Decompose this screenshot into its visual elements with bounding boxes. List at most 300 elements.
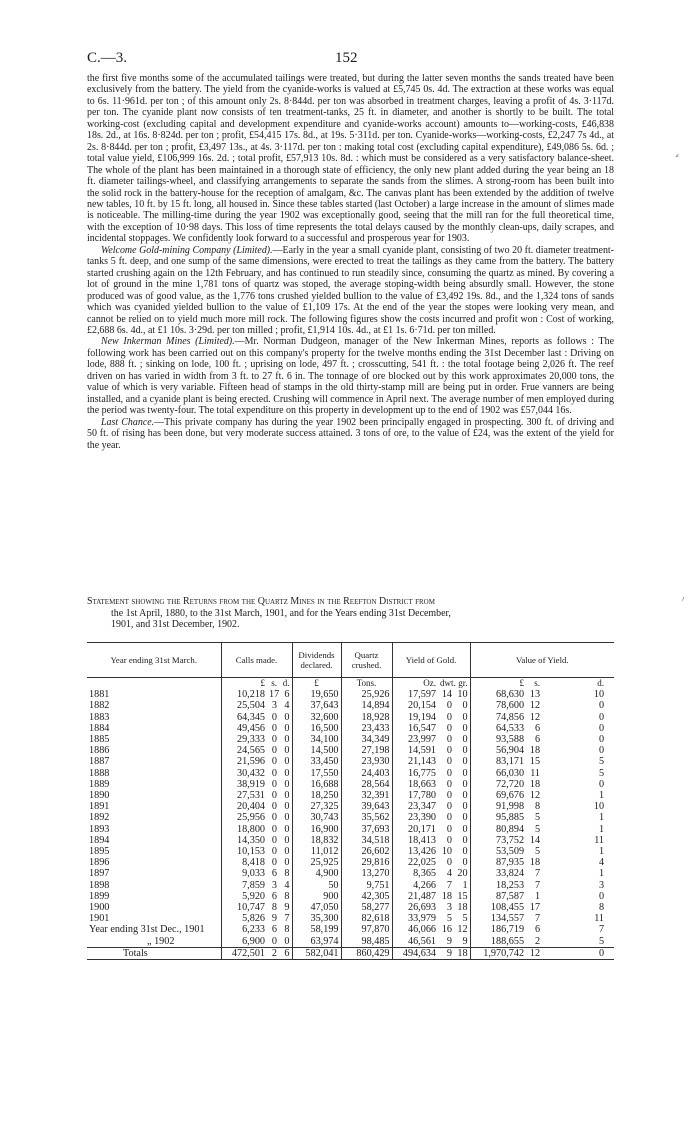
cell-dividends: 11,012 — [292, 846, 341, 857]
cell-gold-dwt: 18 — [441, 890, 452, 902]
cell-value-pounds: 66,030 — [470, 768, 526, 779]
cell-gold-gr: 18 — [454, 947, 470, 959]
cell-calls-pence: 0 — [284, 823, 290, 835]
cell-quartz: 42,305 — [341, 891, 392, 902]
cell-dividends: 37,643 — [292, 700, 341, 711]
table-row — [87, 768, 614, 779]
table-row — [87, 835, 614, 846]
cell-gold-gr: 1 — [462, 879, 468, 891]
cell-value-pence: 7 — [598, 924, 605, 936]
cell-calls-shillings: 3 — [271, 700, 277, 712]
cell-quartz: 82,618 — [341, 913, 392, 924]
cell-value-pounds: 95,885 — [470, 812, 526, 823]
cell-calls-shillings: 0 — [271, 734, 277, 746]
cell-gold-oz: 22,025 — [392, 857, 438, 868]
cell-calls-shillings: 0 — [271, 823, 277, 835]
cell-dividends: 34,100 — [292, 734, 341, 745]
cell-gold-oz: 17,597 — [392, 689, 438, 700]
cell-gold-gr: 0 — [462, 823, 468, 835]
cell-value-pence: 0 — [598, 722, 605, 734]
cell-gold-gr: 0 — [462, 834, 468, 846]
cell-gold-oz: 21,143 — [392, 756, 438, 767]
cell-calls-shillings: 0 — [271, 778, 277, 790]
caption-line-3: 1901, and 31st December, 1902. — [111, 619, 240, 631]
unit-pounds: £ — [470, 678, 526, 690]
cell-calls-shillings: 0 — [271, 745, 277, 757]
table-row — [87, 936, 614, 948]
cell-year: 1885 — [89, 734, 110, 746]
header-value: Value of Yield. — [470, 643, 614, 678]
unit-pence: d. — [282, 678, 290, 688]
cell-calls-pounds: 27,531 — [221, 790, 267, 801]
cell-gold-dwt: 0 — [446, 778, 452, 790]
cell-gold-dwt: 0 — [446, 790, 452, 802]
paragraph-2-text: —Early in the year a small cyanide plant, consisting of two 20 ft. diameter treatment-tanks 5 ft. deep, and one sump of the same dimensions, were erected to treat the tailings as they came from the battery. The battery started crushing again on the 12th February, and has continued to run steadily since, consuming the quartz as mined. By covering a lot of ground in the mine 1,781 tons of quartz was stoped, the average stoping-width being absurdly small. However, the stone produced was of good value, as the 1,776 tons crushed yielded bullion to the value of £3,492 19s. 8d., and the 1,324 tons of sands which was cyanided yielded bullion to the value of £1,109 17s. At the end of the year the stopes were looking very mean, and cannot be relied on to yield much more mill rock. The following figures show the costs incurred and profit won : Cost of working, £2,688 6s. 4d., at £1 10s. 3·29d. per ton milled ; profit, £1,914 10s. 4d., at £1 1s. 6·71d. per ton milled. — [87, 244, 614, 336]
cell-gold-oz: 494,634 — [392, 947, 438, 959]
totals-row — [87, 947, 614, 959]
cell-calls-pounds: 472,501 — [221, 947, 267, 959]
cell-gold-gr: 0 — [462, 801, 468, 813]
cell-value-pounds: 1,970,742 — [470, 947, 526, 959]
cell-value-pounds: 74,856 — [470, 712, 526, 723]
cell-dividends: 30,743 — [292, 812, 341, 823]
cell-quartz: 34,349 — [341, 734, 392, 745]
paragraph-4-title: Last Chance. — [101, 416, 155, 428]
cell-value-pounds: 73,752 — [470, 835, 526, 846]
cell-calls-shillings: 17 — [269, 689, 280, 701]
cell-calls-pence: 0 — [284, 834, 290, 846]
cell-calls-pounds: 25,956 — [221, 812, 267, 823]
margin-mark: ⸗ — [674, 149, 681, 161]
cell-value-shillings: 12 — [529, 700, 541, 712]
cell-calls-pounds: 38,919 — [221, 779, 267, 790]
margin-mark: ⸝ — [678, 591, 687, 603]
cell-year: Year ending 31st Dec., 1901 — [89, 924, 205, 936]
cell-calls-pence: 8 — [284, 890, 290, 902]
caption-line-1: Statement showing the Returns from the Quartz Mines in the Reefton District from — [87, 596, 435, 607]
cell-gold-gr: 0 — [462, 790, 468, 802]
cell-dividends: 32,600 — [292, 712, 341, 723]
cell-year: 1898 — [89, 879, 110, 891]
cell-gold-oz: 16,775 — [392, 768, 438, 779]
cell-calls-shillings: 9 — [271, 913, 277, 925]
unit-dwt: dwt. — [440, 678, 456, 688]
cell-value-pence: 5 — [598, 756, 605, 768]
cell-calls-shillings: 0 — [271, 722, 277, 734]
cell-gold-dwt: 0 — [446, 812, 452, 824]
cell-calls-shillings: 0 — [271, 711, 277, 723]
cell-calls-shillings: 6 — [271, 890, 277, 902]
cell-quartz: 14,894 — [341, 700, 392, 711]
paragraph-3 — [87, 336, 614, 416]
cell-quartz: 35,562 — [341, 812, 392, 823]
cell-calls-shillings: 0 — [271, 935, 277, 947]
cell-dividends: 33,450 — [292, 756, 341, 767]
cell-value-shillings: 18 — [529, 778, 541, 790]
cell-gold-dwt: 0 — [446, 801, 452, 813]
header-gold: Yield of Gold. — [392, 643, 470, 678]
cell-gold-dwt: 0 — [446, 711, 452, 723]
cell-calls-shillings: 0 — [271, 801, 277, 813]
cell-gold-dwt: 0 — [446, 745, 452, 757]
cell-gold-oz: 23,347 — [392, 801, 438, 812]
cell-gold-oz: 26,693 — [392, 902, 438, 913]
cell-value-pounds: 91,998 — [470, 801, 526, 812]
cell-gold-dwt: 0 — [446, 734, 452, 746]
cell-gold-gr: 0 — [462, 722, 468, 734]
cell-value-pounds: 33,824 — [470, 868, 526, 879]
cell-value-pence: 0 — [598, 700, 605, 712]
cell-value-pence: 5 — [598, 935, 605, 947]
table-caption — [87, 596, 614, 631]
cell-calls-pounds: 49,456 — [221, 723, 267, 734]
cell-dividends: 25,925 — [292, 857, 341, 868]
cell-gold-oz: 14,591 — [392, 745, 438, 756]
cell-value-pounds: 87,587 — [470, 891, 526, 902]
cell-quartz: 25,926 — [341, 689, 392, 700]
cell-calls-pounds: 10,747 — [221, 902, 267, 913]
cell-value-pounds: 53,509 — [470, 846, 526, 857]
cell-value-pounds: 188,655 — [470, 936, 526, 948]
table-row — [87, 723, 614, 734]
cell-dividends: 47,050 — [292, 902, 341, 913]
cell-gold-gr: 12 — [457, 924, 468, 936]
table-row — [87, 689, 614, 700]
cell-gold-gr: 0 — [462, 756, 468, 768]
cell-calls-pounds: 10,153 — [221, 846, 267, 857]
cell-year: 1893 — [89, 823, 110, 835]
cell-gold-gr: 5 — [462, 913, 468, 925]
table-header-row — [87, 643, 614, 678]
cell-value-shillings: 2 — [534, 935, 541, 947]
table-row — [87, 801, 614, 812]
cell-year: 1895 — [89, 846, 110, 858]
cell-quartz: 9,751 — [341, 880, 392, 891]
table-row — [87, 824, 614, 835]
cell-calls-pence: 8 — [284, 868, 290, 880]
cell-calls-pence: 0 — [284, 778, 290, 790]
cell-gold-oz: 23,390 — [392, 812, 438, 823]
cell-dividends: 35,300 — [292, 913, 341, 924]
cell-calls-shillings: 3 — [271, 879, 277, 891]
cell-value-pence: 1 — [598, 846, 605, 858]
cell-calls-shillings: 0 — [271, 767, 277, 779]
cell-calls-pence: 0 — [284, 935, 290, 947]
cell-calls-shillings: 0 — [271, 846, 277, 858]
cell-calls-pence: 4 — [284, 879, 290, 891]
cell-year: „ 1902 — [147, 935, 175, 947]
cell-value-shillings: 7 — [534, 868, 541, 880]
unit-pounds: £ — [292, 678, 341, 690]
cell-value-pounds: 186,719 — [470, 924, 526, 935]
cell-gold-dwt: 0 — [446, 767, 452, 779]
cell-value-shillings: 5 — [534, 812, 541, 824]
cell-calls-pounds: 21,596 — [221, 756, 267, 767]
cell-value-pence: 0 — [598, 734, 605, 746]
cell-year: 1901 — [89, 913, 110, 925]
cell-calls-pence: 0 — [284, 846, 290, 858]
cell-calls-pounds: 25,504 — [221, 700, 267, 711]
cell-gold-gr: 0 — [462, 846, 468, 858]
cell-calls-shillings: 0 — [271, 790, 277, 802]
cell-value-pence: 3 — [598, 879, 605, 891]
cell-dividends: 900 — [292, 891, 341, 902]
cell-gold-dwt: 5 — [446, 913, 452, 925]
cell-calls-pounds: 14,350 — [221, 835, 267, 846]
cell-calls-pounds: 20,404 — [221, 801, 267, 812]
cell-value-pence: 0 — [598, 778, 605, 790]
cell-quartz: 98,485 — [341, 936, 392, 948]
cell-year: 1889 — [89, 778, 110, 790]
cell-quartz: 34,518 — [341, 835, 392, 846]
paragraph-4-text: —This private company has during the year 1902 been principally engaged in prospecting. 300 ft. of driving and 50 ft. of rising has been done, but very moderate success attained. 3 tons of ore, to the value of £24, was the extent of the yield for the year. — [87, 416, 614, 451]
cell-quartz: 13,270 — [341, 868, 392, 879]
cell-gold-dwt: 0 — [446, 823, 452, 835]
cell-value-shillings: 7 — [534, 913, 541, 925]
cell-calls-pence: 0 — [284, 745, 290, 757]
cell-gold-gr: 20 — [457, 868, 468, 880]
cell-gold-oz: 4,266 — [392, 880, 438, 891]
cell-quartz: 97,870 — [341, 924, 392, 935]
paragraph-3-text: —Mr. Norman Dudgeon, manager of the New Inkerman Mines, reports as follows : The following work has been carried out on this company's property for the twelve months ending the 31st December last : Driving on lode, 888 ft. ; sinking on lode, 100 ft. ; uprising on lode, 497 ft. ; crosscutting, 541 ft. : the total footage being 2,026 ft. The reef driven on has varied in width from 3 ft. to 27 ft. 6 in. The tonnage of ore blocked out by this work approximates 20,000 tons, the value of which is very variable. Fifteen head of stamps in the old thirty-stamp mill are being put in order. Frue vanners are being installed, and a cyanide plant is being erected. Crushing will commence in April next. The average number of men employed during the period was twenty-four. The total expenditure on this property in development up to the end of 1902 was £57,044 16s. — [87, 336, 614, 417]
cell-calls-pence: 0 — [284, 790, 290, 802]
cell-calls-pence: 9 — [284, 902, 290, 914]
cell-value-shillings: 11 — [530, 767, 541, 779]
cell-gold-oz: 8,365 — [392, 868, 438, 879]
cell-calls-shillings: 0 — [271, 812, 277, 824]
cell-value-shillings: 1 — [534, 890, 541, 902]
body-text — [87, 73, 614, 451]
table-row — [87, 779, 614, 790]
header-year: Year ending 31st March. — [87, 643, 221, 678]
table-row — [87, 913, 614, 924]
cell-value-pence: 0 — [598, 890, 605, 902]
cell-year: 1887 — [89, 756, 110, 768]
cell-quartz: 28,564 — [341, 779, 392, 790]
cell-quartz: 860,429 — [341, 947, 392, 959]
cell-calls-pence: 7 — [284, 913, 290, 925]
unit-tons: Tons. — [341, 678, 392, 690]
cell-year: 1892 — [89, 812, 110, 824]
cell-gold-oz: 46,066 — [392, 924, 438, 935]
cell-quartz: 26,602 — [341, 846, 392, 857]
cell-dividends: 18,250 — [292, 790, 341, 801]
cell-value-pounds: 83,171 — [470, 756, 526, 767]
cell-calls-shillings: 8 — [271, 902, 277, 914]
cell-year: 1891 — [89, 801, 110, 813]
cell-value-pence: 11 — [594, 834, 605, 846]
cell-quartz: 39,643 — [341, 801, 392, 812]
cell-value-shillings: 5 — [534, 846, 541, 858]
cell-quartz: 32,391 — [341, 790, 392, 801]
cell-gold-oz: 18,663 — [392, 779, 438, 790]
cell-value-shillings: 12 — [529, 711, 541, 723]
cell-calls-pounds: 6,233 — [221, 924, 267, 935]
cell-dividends: 63,974 — [292, 936, 341, 948]
page-number: 152 — [335, 50, 358, 66]
cell-dividends: 16,688 — [292, 779, 341, 790]
cell-gold-oz: 19,194 — [392, 712, 438, 723]
cell-calls-pence: 8 — [284, 924, 290, 936]
cell-calls-pounds: 18,800 — [221, 824, 267, 835]
cell-value-pence: 1 — [598, 868, 605, 880]
cell-gold-dwt: 0 — [446, 700, 452, 712]
cell-dividends: 18,832 — [292, 835, 341, 846]
cell-gold-oz: 20,171 — [392, 824, 438, 835]
paragraph-3-title: New Inkerman Mines (Limited). — [101, 336, 235, 348]
cell-year: 1884 — [89, 722, 110, 734]
cell-gold-dwt: 9 — [446, 935, 452, 947]
cell-year: 1897 — [89, 868, 110, 880]
cell-gold-oz: 18,413 — [392, 835, 438, 846]
cell-value-pounds: 64,533 — [470, 723, 526, 734]
cell-gold-dwt: 0 — [446, 722, 452, 734]
cell-value-pence: 8 — [598, 902, 605, 914]
cell-value-pounds: 69,676 — [470, 790, 526, 801]
cell-value-shillings: 15 — [529, 756, 541, 768]
cell-calls-pence: 0 — [284, 734, 290, 746]
unit-ounces: Oz. — [392, 678, 438, 690]
cell-value-pounds: 108,455 — [470, 902, 526, 913]
table-row — [87, 891, 614, 902]
cell-gold-gr: 0 — [462, 700, 468, 712]
cell-value-shillings: 6 — [534, 734, 541, 746]
cell-calls-pounds: 6,900 — [221, 936, 267, 948]
cell-calls-pence: 0 — [284, 767, 290, 779]
cell-value-shillings: 17 — [529, 902, 541, 914]
cell-calls-pounds: 5,826 — [221, 913, 267, 924]
cell-dividends: 27,325 — [292, 801, 341, 812]
table-row — [87, 790, 614, 801]
cell-value-shillings: 14 — [529, 834, 541, 846]
cell-dividends: 58,199 — [292, 924, 341, 935]
cell-calls-shillings: 0 — [271, 857, 277, 869]
cell-gold-dwt: 9 — [438, 947, 454, 959]
cell-value-pence: 0 — [598, 711, 605, 723]
units-row — [87, 678, 614, 690]
cell-gold-oz: 13,426 — [392, 846, 438, 857]
cell-value-shillings: 18 — [529, 857, 541, 869]
cell-value-pence: 0 — [542, 947, 614, 959]
cell-calls-pounds: 9,033 — [221, 868, 267, 879]
cell-quartz: 29,816 — [341, 857, 392, 868]
cell-gold-gr: 0 — [462, 812, 468, 824]
cell-year: 1900 — [89, 902, 110, 914]
cell-gold-oz: 17,780 — [392, 790, 438, 801]
cell-calls-pence: 4 — [284, 700, 290, 712]
cell-year: 1894 — [89, 834, 110, 846]
cell-gold-gr: 0 — [462, 734, 468, 746]
cell-value-shillings: 7 — [534, 879, 541, 891]
cell-calls-pounds: 29,333 — [221, 734, 267, 745]
cell-gold-oz: 33,979 — [392, 913, 438, 924]
cell-gold-dwt: 4 — [446, 868, 452, 880]
totals-label: Totals — [87, 947, 221, 959]
paragraph-1: the first five months some of the accumulated tailings were treated, but during the latter seven months the sands treated have been exclusively from the battery. The yield from the cyanide-works is valued at £5,745 0s. 4d. The extraction at these works was equal to 6s. 11·961d. per ton ; of this amount only 2s. 8·844d. per ton was absorbed in treatment charges, leaving a profit of 4s. 3·117d. per ton. The cyanide plant now consists of ten treatment-tanks, 25 ft. in diameter, and another is shortly to be built. The total working-cost (excluding capital and development expenditure and cyanide-works account) amounts to—working-costs, £46,838 18s. 2d., at 16s. 8·824d. per ton ; profit, £54,415 17s. 8d., at 19s. 5·311d. per ton. Cyanide-works—working-costs, £2,247 7s 4d., at 2s. 8·844d. per ton ; profit, £3,497 13s., at 4s. 3·117d. per ton : making total cost (excluding capital expenditure), £49,086 5s. 6d. ; total value yield, £106,999 16s. 2d. ; total profit, £57,913 10s. 8d. : which must be considered as a very satisfactory balance-sheet. The whole of the plant has been maintained in a thorough state of efficiency, the only new plant added during the year being an 18 ft. diameter tailings-wheel, and classifying arrangements to separate the sands from the slimes. A strong-room has been built into the solid rock in the battery-house for the reception of amalgam, &c. The canvas plant has been extended by the addition of twelve new tables, 10 ft. by 15 ft. long, all housed in. Since these tables started (last October) a large increase in the amount of slimes made is noticeable. The milling-time during the year 1902 was exceptionally good, seeing that the mill ran for the full theoretical time, with the exception of 10·98 days. This loss of time represents the total delays caused by the monthly clean-ups, daily scrapes, and incidental stoppages. We confidently look forward to a successful and prosperous year for 1903. — [87, 73, 614, 245]
cell-calls-pounds: 24,565 — [221, 745, 267, 756]
cell-dividends: 50 — [292, 880, 341, 891]
cell-gold-dwt: 10 — [441, 846, 452, 858]
cell-year: 1899 — [89, 890, 110, 902]
cell-value-shillings: 12 — [529, 790, 541, 802]
unit-grains: gr. — [458, 678, 468, 688]
cell-dividends: 16,900 — [292, 824, 341, 835]
cell-calls-shillings: 0 — [271, 756, 277, 768]
cell-gold-dwt: 14 — [441, 689, 452, 701]
cell-gold-dwt: 0 — [446, 756, 452, 768]
cell-quartz: 27,198 — [341, 745, 392, 756]
cell-value-pence: 11 — [594, 913, 605, 925]
cell-value-pence: 1 — [598, 823, 605, 835]
table-row — [87, 846, 614, 857]
table-row — [87, 857, 614, 868]
table-row — [87, 734, 614, 745]
table-row — [87, 924, 614, 935]
cell-value-shillings: 18 — [529, 745, 541, 757]
cell-value-pounds: 78,600 — [470, 700, 526, 711]
cell-quartz: 37,693 — [341, 824, 392, 835]
cell-value-shillings: 6 — [534, 722, 541, 734]
unit-shillings: s. — [534, 678, 541, 688]
cell-calls-pence: 0 — [284, 756, 290, 768]
cell-dividends: 4,900 — [292, 868, 341, 879]
cell-value-shillings: 6 — [534, 924, 541, 936]
caption-line-2: the 1st April, 1880, to the 31st March, 1901, and for the Years ending 31st December, — [111, 607, 451, 619]
cell-value-pounds: 72,720 — [470, 779, 526, 790]
cell-calls-pounds: 8,418 — [221, 857, 267, 868]
returns-table — [87, 642, 614, 960]
cell-calls-pence: 0 — [284, 812, 290, 824]
cell-gold-gr: 10 — [457, 689, 468, 701]
cell-year: 1883 — [89, 711, 110, 723]
cell-value-pence: 4 — [598, 857, 605, 869]
cell-gold-dwt: 7 — [446, 879, 452, 891]
cell-dividends: 14,500 — [292, 745, 341, 756]
cell-value-pounds: 80,894 — [470, 824, 526, 835]
cell-calls-shillings: 0 — [271, 834, 277, 846]
cell-year: 1888 — [89, 767, 110, 779]
cell-calls-pence: 0 — [284, 857, 290, 869]
cell-value-shillings: 8 — [534, 801, 541, 813]
cell-calls-pence: 0 — [284, 722, 290, 734]
cell-gold-gr: 18 — [457, 902, 468, 914]
cell-dividends: 19,650 — [292, 689, 341, 700]
cell-gold-gr: 0 — [462, 857, 468, 869]
cell-value-pence: 1 — [598, 790, 605, 802]
cell-value-pounds: 93,588 — [470, 734, 526, 745]
cell-gold-dwt: 3 — [446, 902, 452, 914]
cell-gold-dwt: 0 — [446, 834, 452, 846]
paragraph-2 — [87, 245, 614, 337]
cell-calls-pounds: 10,218 — [221, 689, 267, 700]
cell-gold-gr: 9 — [462, 935, 468, 947]
cell-gold-gr: 0 — [462, 711, 468, 723]
cell-value-shillings: 5 — [534, 823, 541, 835]
cell-year: 1882 — [89, 700, 110, 712]
header-dividends: Dividends declared. — [292, 643, 341, 678]
cell-gold-gr: 0 — [462, 745, 468, 757]
table-row — [87, 880, 614, 891]
cell-value-pence: 0 — [598, 745, 605, 757]
cell-year: 1886 — [89, 745, 110, 757]
cell-gold-gr: 0 — [462, 767, 468, 779]
table-row — [87, 812, 614, 823]
cell-calls-pence: 0 — [284, 711, 290, 723]
cell-calls-shillings: 2 — [267, 947, 279, 959]
paragraph-2-title: Welcome Gold-mining Company (Limited). — [101, 244, 273, 256]
cell-calls-pence: 0 — [284, 801, 290, 813]
cell-gold-dwt: 16 — [441, 924, 452, 936]
